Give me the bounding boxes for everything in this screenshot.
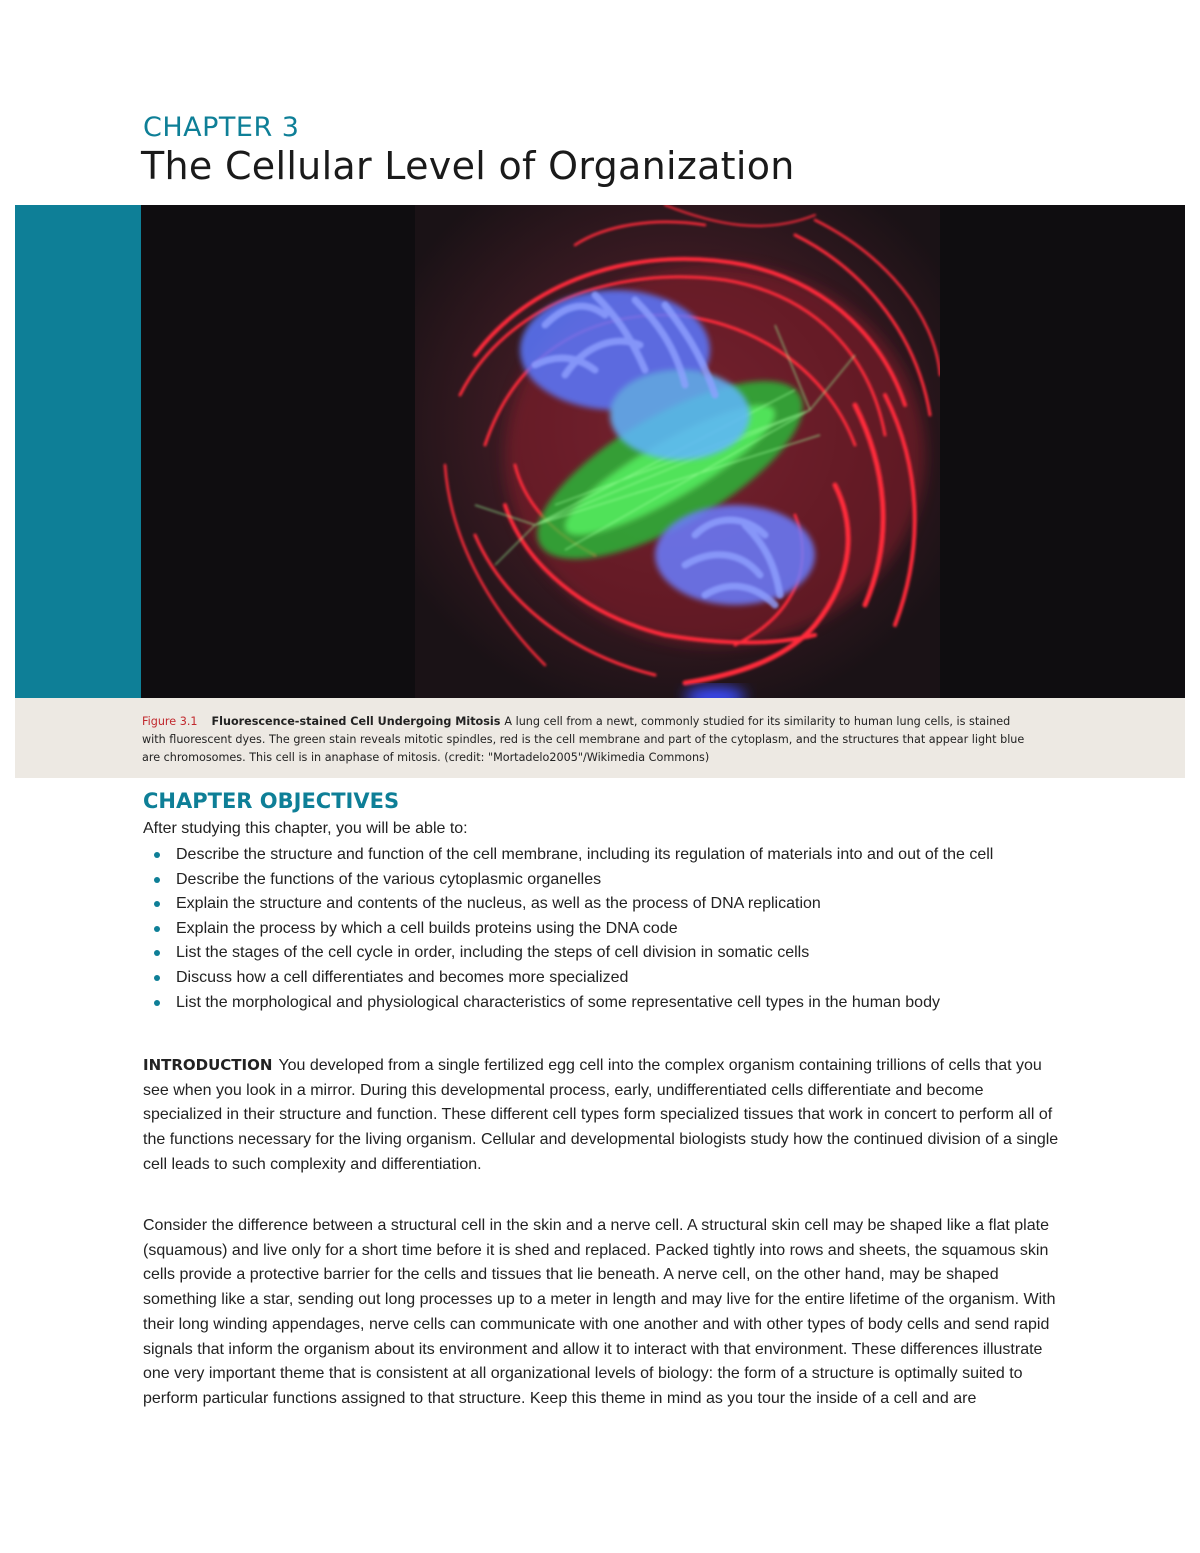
chapter-title: The Cellular Level of Organization — [141, 144, 795, 188]
body-paragraph: Consider the difference between a structural cell in the skin and a nerve cell. A structural skin cell may be shaped like a flat plate (squamous) and live only for a short time before it is shed and replaced. Packed tightly into rows and sheets, the squamous skin cells provide a protective barrier for the cells and tissues that lie beneath. A nerve cell, on the other hand, may be shaped something like a star, sending out long processes up to a meter in length and may live for the entire lifetime of the organism. With their long winding appendages, nerve cells can communicate with one another and with other types of body cells and send rapid signals that inform the organism about its environment and allow it to interact with that environment. These differences illustrate one very important theme that is consistent at all organizational levels of biology: the form of a structure is optimally suited to perform particular functions assigned to that structure. Keep this theme in mind as you tour the inside of a cell and are — [143, 1217, 1056, 1407]
objective-item: Discuss how a cell differentiates and becomes more specialized — [143, 966, 1063, 991]
introduction-label: INTRODUCTION — [143, 1056, 273, 1074]
bullet-icon — [154, 1000, 160, 1006]
objective-item: Describe the structure and function of the cell membrane, including its regulation of materials into and out of the cell — [143, 843, 1063, 868]
objective-item: Explain the process by which a cell builds proteins using the DNA code — [143, 917, 1063, 942]
figure-caption — [15, 698, 1185, 778]
bullet-icon — [154, 950, 160, 956]
objectives-heading: CHAPTER OBJECTIVES — [143, 789, 400, 813]
figure-number: Figure 3.1 — [142, 715, 198, 728]
bullet-icon — [154, 852, 160, 858]
bullet-icon — [154, 877, 160, 883]
mitosis-micrograph — [415, 205, 940, 698]
chapter-label: CHAPTER 3 — [143, 112, 300, 143]
figure-caption-text: A lung cell from a newt, commonly studied for its similarity to human lung cells, is stained with fluorescent dyes. The green stain reveals mitotic spindles, red is the cell membrane and part of the cytoplasm, and the structures that appear light blue are chromosomes. This cell is in anaphase of mitosis. (credit: "Mortadelo2005"/Wikimedia Commons) — [142, 715, 1025, 764]
objective-item: Explain the structure and contents of the nucleus, as well as the process of DNA replication — [143, 892, 1063, 917]
objective-item: Describe the functions of the various cytoplasmic organelles — [143, 868, 1063, 893]
objective-item: List the morphological and physiological characteristics of some representative cell types in the human body — [143, 991, 1063, 1016]
introduction-text: You developed from a single fertilized egg cell into the complex organism containing trillions of cells that you see when you look in a mirror. During this developmental process, early, undifferentiated cells differentiate and become specialized in their structure and function. These different cell types form specialized tissues that work in concert to perform all of the functions necessary for the living organism. Cellular and developmental biologists study how the continued division of a single cell leads to such complexity and differentiation. — [143, 1057, 1059, 1173]
bullet-icon — [154, 926, 160, 932]
objectives-lead: After studying this chapter, you will be able to: — [143, 820, 468, 837]
introduction-paragraph — [143, 1053, 1063, 1178]
objectives-list — [143, 843, 1063, 1015]
bullet-icon — [154, 975, 160, 981]
teal-accent-block — [15, 205, 141, 698]
bullet-icon — [154, 901, 160, 907]
figure-title: Fluorescence-stained Cell Undergoing Mitosis — [211, 715, 501, 728]
objective-item: List the stages of the cell cycle in order, including the steps of cell division in somatic cells — [143, 941, 1063, 966]
